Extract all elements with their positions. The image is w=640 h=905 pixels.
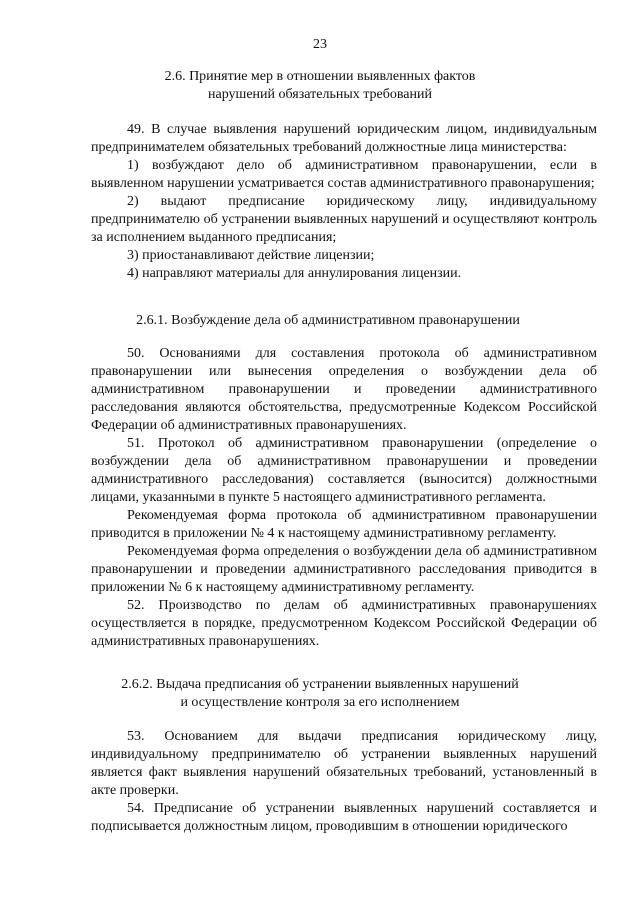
paragraph-49: 49. В случае выявления нарушений юридическим лицом, индивидуальным предпринимателем обязательных требований должностные лица министерства: xyxy=(91,122,597,155)
section-2-6-2-heading-line2: и осуществление контроля за его исполнением xyxy=(180,695,460,710)
section-2-6-heading-line2: нарушений обязательных требований xyxy=(208,87,432,102)
paragraph-51-determination-form: Рекомендуемая форма определения о возбуждении дела об административном правонарушении и проведении административного расследования приводится в приложении № 6 к настоящему административному регламенту. xyxy=(91,544,597,595)
section-2-6-heading-line1: 2.6. Принятие мер в отношении выявленных фактов xyxy=(164,69,476,84)
section-2-6-1-heading-text: 2.6.1. Возбуждение дела об административном правонарушении xyxy=(136,313,520,328)
section-2-6-2-heading-line1: 2.6.2. Выдача предписания об устранении выявленных нарушений xyxy=(121,677,519,692)
section-2-6-heading xyxy=(90,68,550,104)
list-item-2: 2) выдают предписание юридическому лицу, индивидуальному предпринимателю об устранении выявленных нарушений и осуществляют контроль за исполнением выданного предписания; xyxy=(91,194,597,245)
list-item-1: 1) возбуждают дело об административном правонарушении, если в выявленном нарушении усматривается состав административного правонарушения; xyxy=(91,158,597,191)
paragraph-50: 50. Основаниями для составления протокола об административном правонарушении или вынесения определения о возбуждении дела об административном правонарушении и проведении административного расследования являются обстоятельства, предусмотренные Кодексом Российской Федерации об административных правонарушениях. xyxy=(91,346,597,433)
list-item-3: 3) приостанавливают действие лицензии; xyxy=(127,248,375,263)
section-2-6-body xyxy=(91,121,597,283)
paragraph-51-protocol-form: Рекомендуемая форма протокола об административном правонарушении приводится в приложении № 4 к настоящему административному регламенту. xyxy=(91,508,597,541)
section-2-6-2-body xyxy=(91,728,597,836)
list-item-4: 4) направляют материалы для аннулирования лицензии. xyxy=(127,266,462,281)
paragraph-53: 53. Основанием для выдачи предписания юридическому лицу, индивидуальному предпринимателю об устранении выявленных нарушений является факт выявления нарушений обязательных требований, установленный в акте проверки. xyxy=(91,729,597,798)
section-2-6-1-body xyxy=(91,345,597,651)
paragraph-52: 52. Производство по делам об административных правонарушениях осуществляется в порядке, предусмотренном Кодексом Российской Федерации об административных правонарушениях. xyxy=(91,598,597,649)
paragraph-51: 51. Протокол об административном правонарушении (определение о возбуждении дела об административном правонарушении и проведении административного расследования) составляется (выносится) должностными лицами, указанными в пункте 5 настоящего административного регламента. xyxy=(91,436,597,505)
section-2-6-1-heading xyxy=(88,312,568,330)
page-number: 23 xyxy=(313,37,327,52)
section-2-6-2-heading xyxy=(90,676,550,712)
paragraph-54: 54. Предписание об устранении выявленных нарушений составляется и подписывается должностным лицом, проводившим в отношении юридического xyxy=(91,801,597,834)
